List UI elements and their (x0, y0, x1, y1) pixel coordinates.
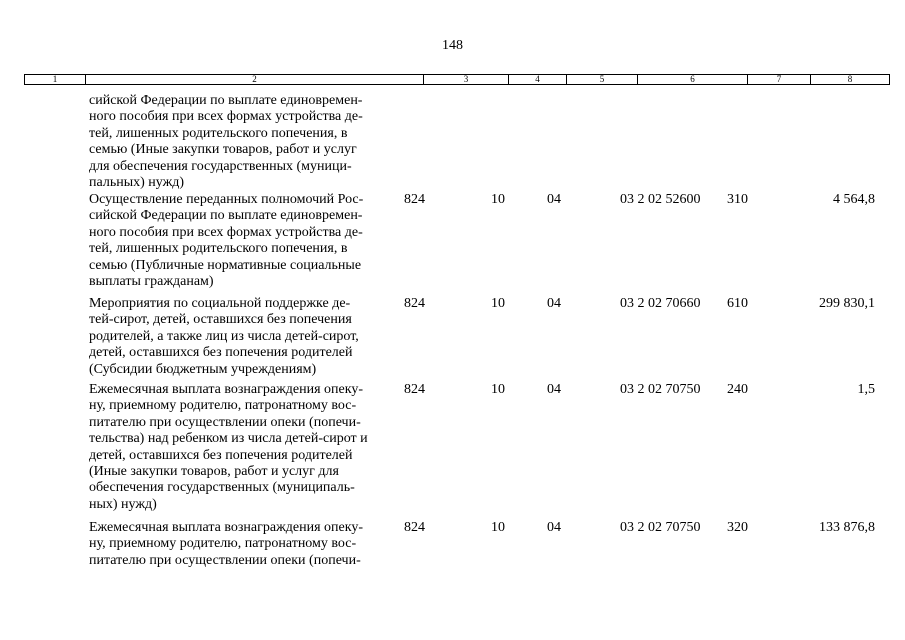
column-number-5: 5 (567, 75, 638, 84)
target-article-code: 03 2 02 70750 (620, 520, 701, 535)
ved-code: 824 (404, 296, 425, 311)
expense-type-code: 240 (727, 382, 748, 397)
page-number: 148 (442, 38, 463, 53)
column-number-header (24, 74, 890, 85)
column-number-6: 6 (638, 75, 748, 84)
amount: 133 876,8 (819, 520, 875, 535)
ved-code: 824 (404, 520, 425, 535)
ved-code: 824 (404, 382, 425, 397)
podrazdel-code: 04 (547, 296, 561, 311)
row-description: сийской Федерации по выплате единовремен- ного пособия при всех формах устройства де- тей, лишенных родительского попечения, в семью (Иные закупки товаров, работ и услуг для обеспечения государственных (муници- пальных) нужд) (89, 93, 363, 191)
expense-type-code: 320 (727, 520, 748, 535)
target-article-code: 03 2 02 52600 (620, 192, 701, 207)
target-article-code: 03 2 02 70660 (620, 296, 701, 311)
razdel-code: 10 (491, 296, 505, 311)
target-article-code: 03 2 02 70750 (620, 382, 701, 397)
podrazdel-code: 04 (547, 192, 561, 207)
row-description: Ежемесячная выплата вознаграждения опеку- ну, приемному родителю, патронатному вос- питателю при осуществлении опеки (попечи- (89, 520, 363, 568)
amount: 4 564,8 (833, 192, 875, 207)
amount: 1,5 (857, 382, 875, 397)
expense-type-code: 310 (727, 192, 748, 207)
row-description: Мероприятия по социальной поддержке де- тей-сирот, детей, оставшихся без попечения родителей, а также лиц из числа детей-сирот, детей, оставшихся без попечения родителей (Субсидии бюджетным учреждениям) (89, 296, 359, 377)
row-description: Осуществление переданных полномочий Рос- сийской Федерации по выплате единовремен- ного пособия при всех формах устройства де- тей, лишенных родительского попечения, в семью (Публичные нормативные социальные выплаты гражданам) (89, 192, 364, 290)
razdel-code: 10 (491, 192, 505, 207)
podrazdel-code: 04 (547, 520, 561, 535)
row-description: Ежемесячная выплата вознаграждения опеку- ну, приемному родителю, патронатному вос- питателю при осуществлении опеки (попечи- тельства) над ребенком из числа детей-сирот и детей, оставшихся без попечения родителей (Иные закупки товаров, работ и услуг для обеспечения государственных (муниципаль- ных) нужд) (89, 382, 368, 512)
expense-type-code: 610 (727, 296, 748, 311)
column-number-7: 7 (748, 75, 811, 84)
column-number-4: 4 (509, 75, 567, 84)
razdel-code: 10 (491, 520, 505, 535)
razdel-code: 10 (491, 382, 505, 397)
column-number-2: 2 (86, 75, 424, 84)
amount: 299 830,1 (819, 296, 875, 311)
column-number-1: 1 (25, 75, 86, 84)
podrazdel-code: 04 (547, 382, 561, 397)
column-number-8: 8 (847, 74, 853, 84)
column-number-3: 3 (424, 75, 509, 84)
ved-code: 824 (404, 192, 425, 207)
